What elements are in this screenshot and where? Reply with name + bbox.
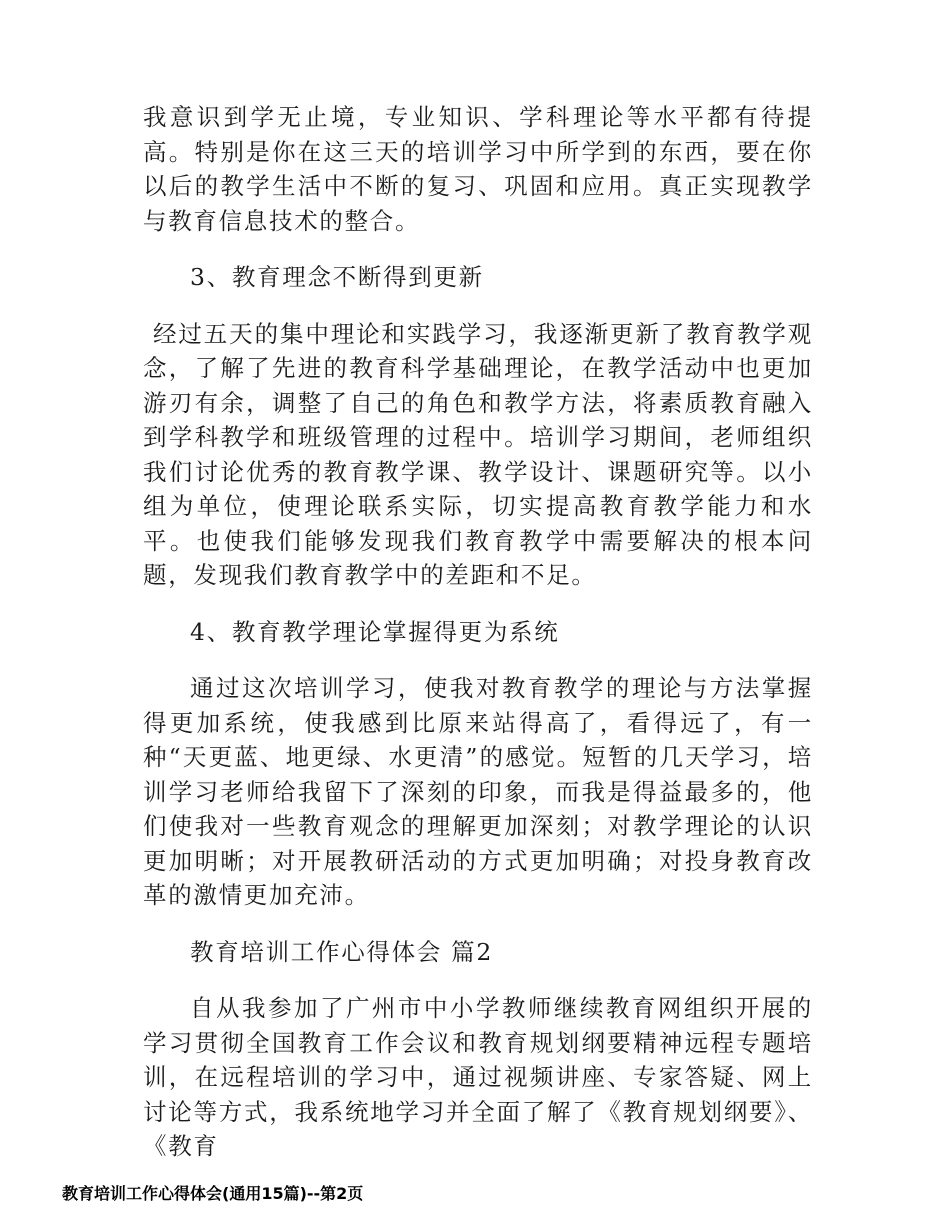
paragraph-section-4: 通过这次培训学习，使我对教育教学的理论与方法掌握得更加系统，使我感到比原来站得高了，看得远了，有一种“天更蓝、地更绿、水更清”的感觉。短暂的几天学习，培训学习老师给我留下了深刻的印象，而我是得益最多的，他们使我对一些教育观念的理解更加深刻；对教学理论的认识更加明晰；对开展教研活动的方式更加明确；对投身教育改革的激情更加充沛。 — [143, 674, 813, 909]
heading-section-4: 4、教育教学理论掌握得更为系统 — [190, 617, 560, 646]
paragraph-gap — [143, 238, 813, 260]
paragraph-gap — [143, 295, 813, 317]
paragraph-gap — [143, 969, 813, 991]
paragraph-gap — [143, 593, 813, 615]
paragraph-article-2: 自从我参加了广州市中小学教师继续教育网组织开展的学习贯彻全国教育工作会议和教育规划纲要精神远程专题培训，在远程培训的学习中，通过视频讲座、专家答疑、网上讨论等方式，我系统地学习并全面了解了《教育规划纲要》、《教育 — [143, 994, 813, 1160]
heading-section-3: 3、教育理念不断得到更新 — [190, 263, 484, 291]
paragraph-section-3: 经过五天的集中理论和实践学习，我逐渐更新了教育教学观念，了解了先进的教育科学基础理论，在教学活动中也更加游刃有余，调整了自己的角色和教学方法，将素质教育融入到学科教学和班级管理的过程中。培训学习期间，老师组织我们讨论优秀的教育教学课、教学设计、课题研究等。以小组为单位，使理论联系实际，切实提高教育教学能力和水平。也使我们能够发现我们教育教学中需要解决的根本问题，发现我们教育教学中的差距和不足。 — [143, 319, 813, 589]
document-body — [143, 100, 813, 1164]
paragraph-continuation: 我意识到学无止境，专业知识、学科理论等水平都有待提高。特别是你在这三天的培训学习中所学到的东西，要在你以后的教学生活中不断的复习、巩固和应用。真正实现教学与教育信息技术的整合。 — [143, 103, 813, 235]
article-section-title: 教育培训工作心得体会 篇2 — [190, 937, 494, 966]
paragraph-gap — [143, 913, 813, 935]
paragraph-gap — [143, 649, 813, 671]
page-footer: 教育培训工作心得体会(通用15篇)--第2页 — [62, 1184, 364, 1203]
